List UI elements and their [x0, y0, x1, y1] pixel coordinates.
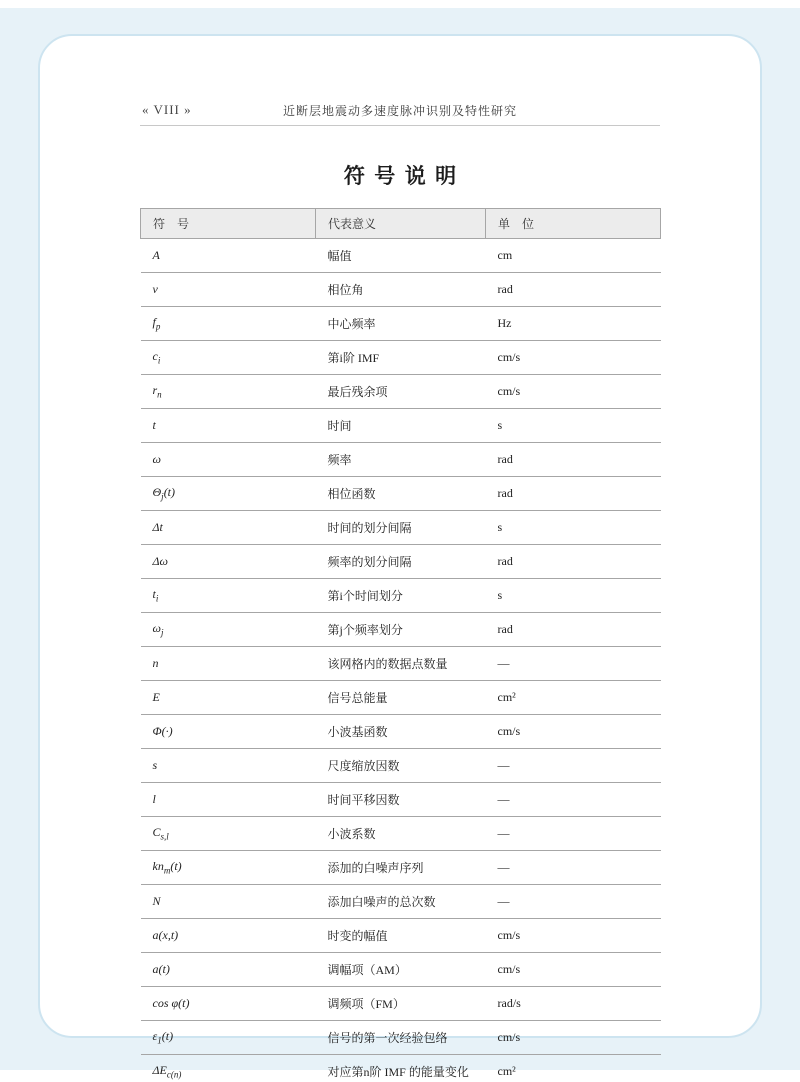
symbol-cell: A [141, 239, 316, 273]
unit-cell: s [486, 511, 661, 545]
symbol-cell: $c_i$ [141, 341, 316, 375]
meaning-cell: 时间 [316, 409, 486, 443]
unit-cell: cm/s [486, 715, 661, 749]
table-row [141, 851, 661, 885]
table-row [141, 613, 661, 647]
table-header [141, 209, 661, 239]
symbol-cell: $t_i$ [141, 579, 316, 613]
symbol-cell: ν [141, 273, 316, 307]
meaning-cell: 中心频率 [316, 307, 486, 341]
unit-cell: — [486, 885, 661, 919]
table-row [141, 647, 661, 681]
symbol-cell: $C_{s,l}$ [141, 817, 316, 851]
running-title: 近断层地震动多速度脉冲识别及特性研究 [282, 104, 517, 118]
unit-cell: Hz [486, 307, 661, 341]
meaning-cell: 频率 [316, 443, 486, 477]
page-content [140, 36, 660, 1082]
symbol-cell: a(t) [141, 953, 316, 987]
table-row [141, 409, 661, 443]
unit-cell: — [486, 851, 661, 885]
symbol-cell: a(x,t) [141, 919, 316, 953]
symbol-cell: s [141, 749, 316, 783]
table-header-row [141, 209, 661, 239]
meaning-cell: 该网格内的数据点数量 [316, 647, 486, 681]
meaning-cell: 第i个时间划分 [316, 579, 486, 613]
table-row [141, 545, 661, 579]
symbol-cell: $\Delta E_{c(n)}$ [141, 1055, 316, 1082]
column-header: 符 号 [141, 209, 316, 239]
unit-cell: cm [486, 239, 661, 273]
symbol-cell: Φ(·) [141, 715, 316, 749]
symbol-cell: Δt [141, 511, 316, 545]
table-row [141, 715, 661, 749]
table-row [141, 443, 661, 477]
symbol-cell: E [141, 681, 316, 715]
table-row [141, 273, 661, 307]
unit-cell: — [486, 749, 661, 783]
meaning-cell: 时变的幅值 [316, 919, 486, 953]
unit-cell: — [486, 817, 661, 851]
meaning-cell: 信号总能量 [316, 681, 486, 715]
unit-cell: rad [486, 613, 661, 647]
unit-cell: cm² [486, 1055, 661, 1082]
unit-cell: cm/s [486, 341, 661, 375]
table-row [141, 749, 661, 783]
meaning-cell: 小波系数 [316, 817, 486, 851]
symbol-cell: $\omega_j$ [141, 613, 316, 647]
table-row [141, 783, 661, 817]
meaning-cell: 最后残余项 [316, 375, 486, 409]
unit-cell: cm/s [486, 919, 661, 953]
symbol-cell: $f_p$ [141, 307, 316, 341]
symbol-cell: $kn_m(t)$ [141, 851, 316, 885]
symbol-cell: n [141, 647, 316, 681]
table-row [141, 341, 661, 375]
meaning-cell: 尺度缩放因数 [316, 749, 486, 783]
table-row [141, 953, 661, 987]
meaning-cell: 调频项（FM） [316, 987, 486, 1021]
symbol-cell: N [141, 885, 316, 919]
meaning-cell: 添加白噪声的总次数 [316, 885, 486, 919]
symbol-cell: $r_n$ [141, 375, 316, 409]
symbol-cell: t [141, 409, 316, 443]
meaning-cell: 相位函数 [316, 477, 486, 511]
symbol-cell: $\Theta_j(t)$ [141, 477, 316, 511]
table-row [141, 239, 661, 273]
table-row [141, 477, 661, 511]
meaning-cell: 相位角 [316, 273, 486, 307]
meaning-cell: 时间平移因数 [316, 783, 486, 817]
unit-cell: s [486, 409, 661, 443]
unit-cell: cm/s [486, 375, 661, 409]
table-row [141, 375, 661, 409]
unit-cell: rad [486, 443, 661, 477]
document-page [38, 34, 762, 1080]
unit-cell: rad [486, 273, 661, 307]
meaning-cell: 调幅项（AM） [316, 953, 486, 987]
meaning-cell: 对应第n阶 IMF 的能量变化 [316, 1055, 486, 1082]
table-body [141, 239, 661, 1082]
table-row [141, 1021, 661, 1055]
page-number: « VIII » [142, 102, 192, 117]
meaning-cell: 第j个频率划分 [316, 613, 486, 647]
symbol-cell: cos φ(t) [141, 987, 316, 1021]
column-header: 代表意义 [316, 209, 486, 239]
symbol-cell: $\varepsilon_1(t)$ [141, 1021, 316, 1055]
meaning-cell: 幅值 [316, 239, 486, 273]
table-row [141, 681, 661, 715]
table-row [141, 987, 661, 1021]
unit-cell: rad [486, 477, 661, 511]
column-header: 单 位 [486, 209, 661, 239]
symbols-table [140, 208, 661, 1082]
unit-cell: rad/s [486, 987, 661, 1021]
table-row [141, 885, 661, 919]
unit-cell: — [486, 647, 661, 681]
running-head [140, 102, 660, 126]
unit-cell: cm/s [486, 1021, 661, 1055]
meaning-cell: 信号的第一次经验包络 [316, 1021, 486, 1055]
symbol-cell: Δω [141, 545, 316, 579]
meaning-cell: 频率的划分间隔 [316, 545, 486, 579]
table-row [141, 511, 661, 545]
meaning-cell: 添加的白噪声序列 [316, 851, 486, 885]
meaning-cell: 第i阶 IMF [316, 341, 486, 375]
symbol-cell: ω [141, 443, 316, 477]
symbol-cell: l [141, 783, 316, 817]
table-row [141, 919, 661, 953]
table-row [141, 579, 661, 613]
table-row [141, 817, 661, 851]
meaning-cell: 时间的划分间隔 [316, 511, 486, 545]
unit-cell: s [486, 579, 661, 613]
unit-cell: cm² [486, 681, 661, 715]
table-row [141, 1055, 661, 1082]
unit-cell: — [486, 783, 661, 817]
unit-cell: rad [486, 545, 661, 579]
meaning-cell: 小波基函数 [316, 715, 486, 749]
section-title: 符号说明 [343, 164, 466, 188]
table-row [141, 307, 661, 341]
unit-cell: cm/s [486, 953, 661, 987]
